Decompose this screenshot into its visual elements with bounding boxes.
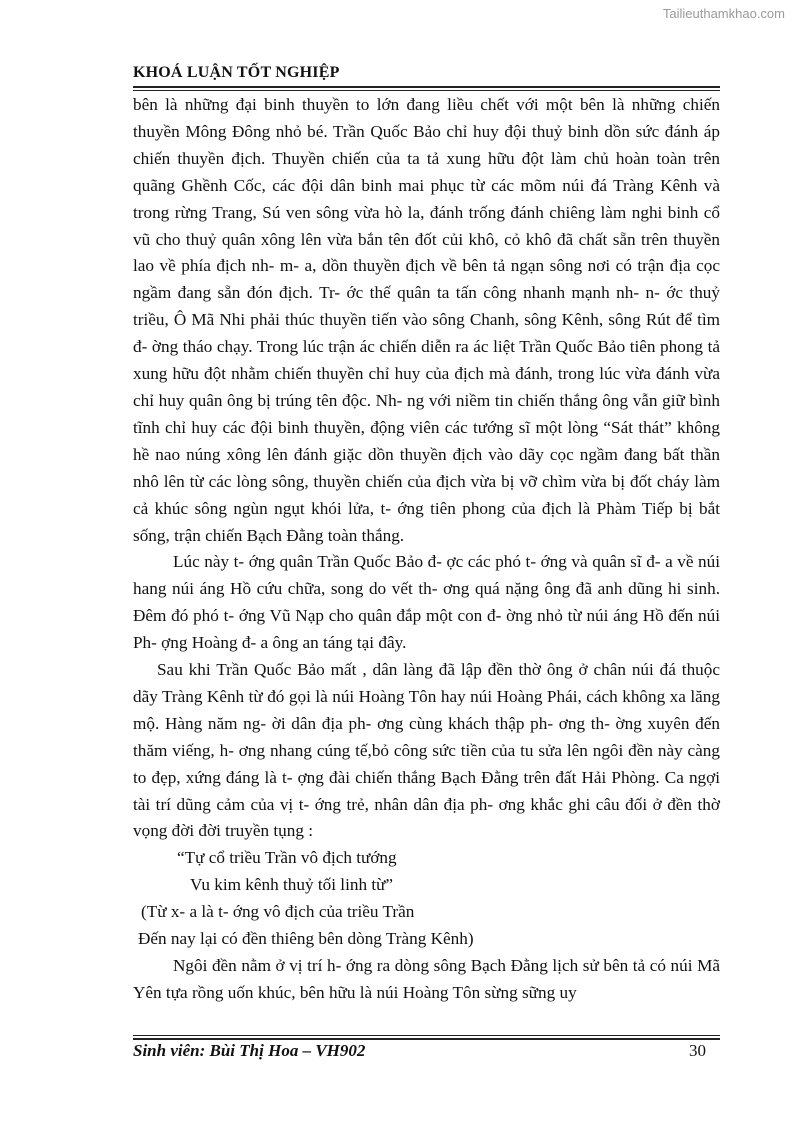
paragraph: Ngôi đền nằm ở vị trí h- ớng ra dòng sông Bạch Đằng lịch sử bên tả có núi Mã Yên tựa rồng uốn khúc, bên hữu là núi Hoàng Tôn sừng sững uy <box>133 956 720 1002</box>
footer-author: Sinh viên: Bùi Thị Hoa – VH902 <box>133 1041 366 1060</box>
poem-translation-line: (Từ x- a là t- ớng vô địch của triều Trần <box>141 902 415 922</box>
watermark: Tailieuthamkhao.com <box>662 6 785 21</box>
paragraph: bên là những đại binh thuyền to lớn đang liều chết với một bên là những chiến thuyền Mông Đông nhỏ bé. Trần Quốc Bảo chỉ huy đội thuỷ binh dồn sức đánh áp chiến thuyền địch. Thuyền chiến của ta tả xung hữu đột làm chủ hoàn toàn trên quãng Ghềnh Cốc, các đội dân binh mai phục từ các mõm núi đá Tràng Kênh và trong rừng Trang, Sú ven sông vừa hò la, đánh trống đánh chiêng làm nghi binh cổ vũ cho thuỷ quân xông lên vừa bắn tên đốt củi khô, cỏ khô đã chất sẵn trên thuyền lao về phía địch nh- m- a, dồn thuyền địch về bên tả ngạn sông nơi có trận địa cọc ngầm đang sẵn đón địch. Tr- ớc thế quân ta tấn công nhanh mạnh nh- n- ớc thuỷ triều, Ô Mã Nhi phải thúc thuyền tiến vào sông Chanh, sông Kênh, sông Rút để tìm đ- ờng tháo chạy. Trong lúc trận ác chiến diễn ra ác liệt Trần Quốc Bảo tiên phong tả xung hữu đột nhằm chiến thuyền chỉ huy của địch mà đánh, trong lúc vừa đánh vừa chỉ huy quân ông bị trúng tên độc. Nh- ng với niềm tin chiến thắng ông vẫn giữ bình tĩnh chỉ huy các đội binh thuyền, động viên các tướng sĩ một lòng “Sát thát” không hề nao núng xông lên đánh giặc dồn thuyền địch vào dãy cọc ngầm đang bất thần nhô lên từ các lòng sông, thuyền chiến của địch vừa bị vỡ chìm vừa bị đốt cháy làm cả khúc sông ngùn ngụt khói lửa, t- ớng tiên phong của địch là Phàm Tiếp bị bắt sống, trận chiến Bạch Đằng toàn thắng. <box>133 95 720 545</box>
poem-line: “Tự cổ triều Trần vô địch tướng <box>177 848 397 868</box>
poem-line: Vu kim kênh thuỷ tối linh từ” <box>190 875 394 895</box>
header-divider <box>133 86 720 88</box>
footer-divider-thin <box>133 1035 720 1036</box>
paragraph: Sau khi Trần Quốc Bảo mất , dân làng đã lập đền thờ ông ở chân núi đá thuộc dãy Tràng Kênh từ đó gọi là núi Hoàng Tôn hay núi Hoàng Phái, cách không xa lăng mộ. Hàng năm ng- ời dân địa ph- ơng cùng khách thập ph- ơng th- ờng xuyên đến thăm viếng, h- ơng nhang cúng tế,bỏ công sức tiền của tu sửa lên ngôi đền này càng to đẹp, xứng đáng là t- ợng đài chiến thắng Bạch Đằng trên đất Hải Phòng. Ca ngợi tài trí dũng cảm của vị t- ớng trẻ, nhân dân địa ph- ơng khắc ghi câu đối ở đền thờ vọng đời đời truyền tụng : <box>133 660 720 841</box>
header-divider-thin <box>133 90 720 91</box>
document-body <box>133 92 720 1007</box>
paragraph: Lúc này t- ớng quân Trần Quốc Bảo đ- ợc các phó t- ớng và quân sĩ đ- a về núi hang núi áng Hồ cứu chữa, song do vết th- ơng quá nặng ông đã anh dũng hi sinh. Đêm đó phó t- ớng Vũ Nạp cho quân đắp một con đ- ờng nhỏ từ núi áng Hồ đến núi Ph- ợng Hoàng đ- a ông an táng tại đây. <box>133 552 720 653</box>
footer-divider <box>133 1038 720 1040</box>
page-number: 30 <box>689 1041 706 1060</box>
page-header-title: KHOÁ LUẬN TỐT NGHIỆP <box>133 64 340 81</box>
poem-translation-line: Đến nay lại có đền thiêng bên dòng Tràng Kênh) <box>138 929 474 949</box>
